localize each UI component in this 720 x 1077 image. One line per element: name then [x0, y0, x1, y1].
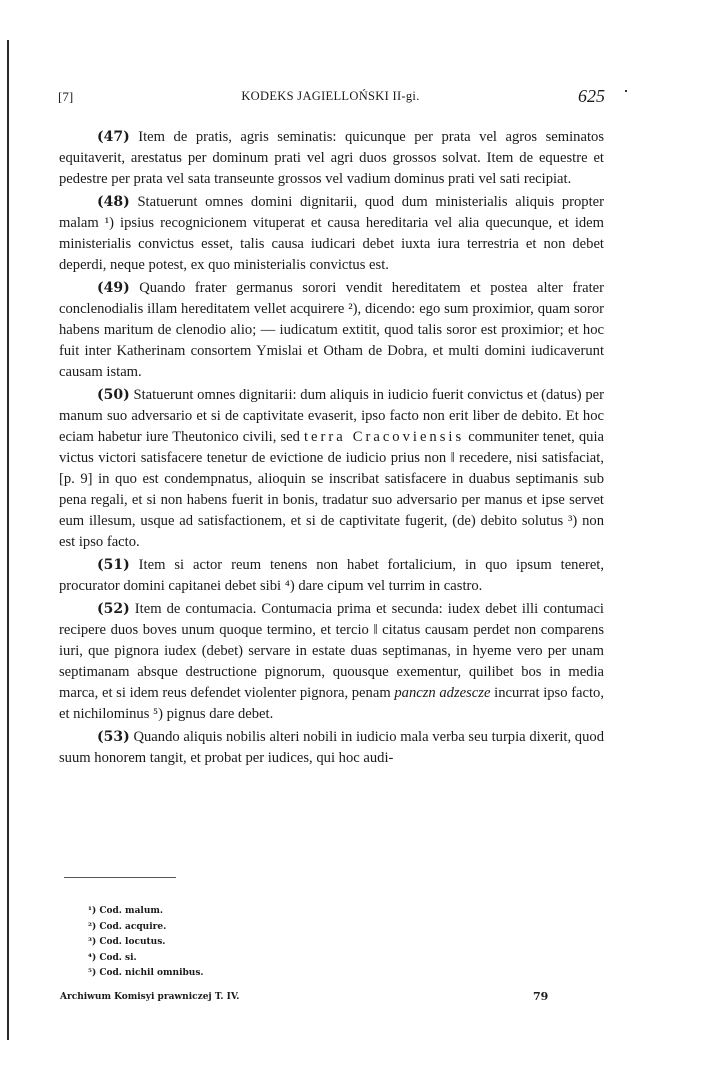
footnote-item: ¹) Cod. malum. [88, 906, 164, 916]
article-text-continued: communiter tenet, quia victus victori satisfacere tenetur de evictione de iudicio prius non ‖ recedere, nisi satisfaciat, [p. 9] in quo est condempnatus, alioquin se inscribat satisfacere in duabus septimanis sub pena regali, et si non habens fuerit in bonis, tradatur suo adversario per manus et ipse servet eum illesum, usque ad satisfactionem, et si de captivitate fugerit, (de) debito solutus ³) non est ipso facto. [59, 429, 604, 550]
ink-speck [625, 90, 627, 92]
sheet-number: 79 [533, 990, 549, 1003]
article-48 [59, 192, 604, 276]
footnote-item: ⁴) Cod. si. [88, 952, 137, 963]
binding-edge-line [7, 40, 9, 1040]
article-number: (47) [97, 129, 130, 145]
article-text: Quando aliquis nobilis alteri nobili in iudicio mala verba seu turpia dixerit, quod suum honorem tangit, et probat per iudices, qui hoc audi- [59, 729, 604, 766]
main-text [59, 127, 604, 771]
article-50 [59, 385, 604, 553]
article-47 [59, 127, 604, 190]
article-text: Statuerunt omnes dignitarii: dum aliquis in iudicio fuerit convictus et (datus) per manum suo adversario et si de captivitate evaserit, ipso facto non erit liber de debito. Et hoc eciam habetur iure Theutonico civili, sed [59, 387, 604, 445]
article-number: (51) [97, 557, 130, 573]
header-signature: [7] [58, 89, 74, 104]
article-text-continued: incurrat ipso facto, et nichilominus ⁵) pignus dare debet. [59, 685, 605, 722]
article-text: Item de contumacia. Contumacia prima et secunda: iudex debet illi contumaci recipere duos boves unum quoque termino, et tercio ‖ citatus causam perdet non comparens iuri, que pignora iudex (debet) servare in estate duas septimanas, in hyeme vero per unam septimanam absque destructione pignorum, quousque exementur, quilibet bos in media marca, et si idem reus defendet violenter pignora, penam [59, 601, 604, 701]
spaced-emphasis: terra Cracoviensis [303, 429, 465, 445]
article-text: Statuerunt omnes domini dignitarii, quod dum ministerialis aliquis propter malam ¹) ipsius recognicionem vituperat et causa hereditaria vel alia quecunque, et idem ministerialis convictus esset, talis causa iudicari debet iuxta iura terrestria et non debet deperdi, neque potest, ex quo ministerialis convictus est. [59, 194, 604, 273]
italic-term: panczn adzescze [394, 685, 491, 701]
article-text: Quando frater germanus sorori vendit hereditatem et postea alter frater conclenodialis illam hereditatem vellet acquirere ²), dicendo: ego sum proximior, quam soror habens maritum de clenodio alio; — iudicatum extitit, quod talis soror est proximior; et hoc fuit inter Katherinam consortem Ymislai et Otham de Dobra, et multi domini iudicaverunt causam istam. [59, 280, 604, 380]
article-text: Item de pratis, agris seminatis: quicunque per prata vel agros seminatos equitaverit, arestatus per dominum prati vel agri duos grossos solvat. Item de equestre et pedestre per prata vel sata transeunte grossos vel vadium dominus prati vel sati recipiat. [59, 129, 604, 187]
article-number: (50) [97, 387, 130, 403]
article-49 [59, 278, 604, 383]
header-title: KODEKS JAGIELLOŃSKI II-gi. [241, 89, 420, 103]
article-number: (53) [97, 729, 130, 745]
article-text: Item si actor reum tenens non habet fortalicium, in quo ipsum teneret, procurator domini capitanei debet sibi ⁴) dare cipum vel turrim in castro. [59, 557, 605, 594]
article-number: (52) [97, 601, 130, 617]
footnote-item: ³) Cod. locutus. [88, 937, 166, 947]
footnote-item: ²) Cod. acquire. [88, 921, 167, 932]
article-52 [59, 599, 604, 725]
page-number: 625 [578, 86, 605, 106]
article-53 [59, 727, 604, 769]
printer-signature: Archiwum Komisyi prawniczej T. IV. [60, 992, 240, 1002]
article-51 [59, 555, 604, 597]
footnote-separator [64, 877, 176, 878]
footnotes [88, 904, 204, 982]
article-number: (49) [97, 280, 130, 296]
article-number: (48) [97, 194, 130, 210]
footnote-item: ⁵) Cod. nichil omnibus. [88, 968, 204, 978]
running-header [58, 86, 603, 110]
